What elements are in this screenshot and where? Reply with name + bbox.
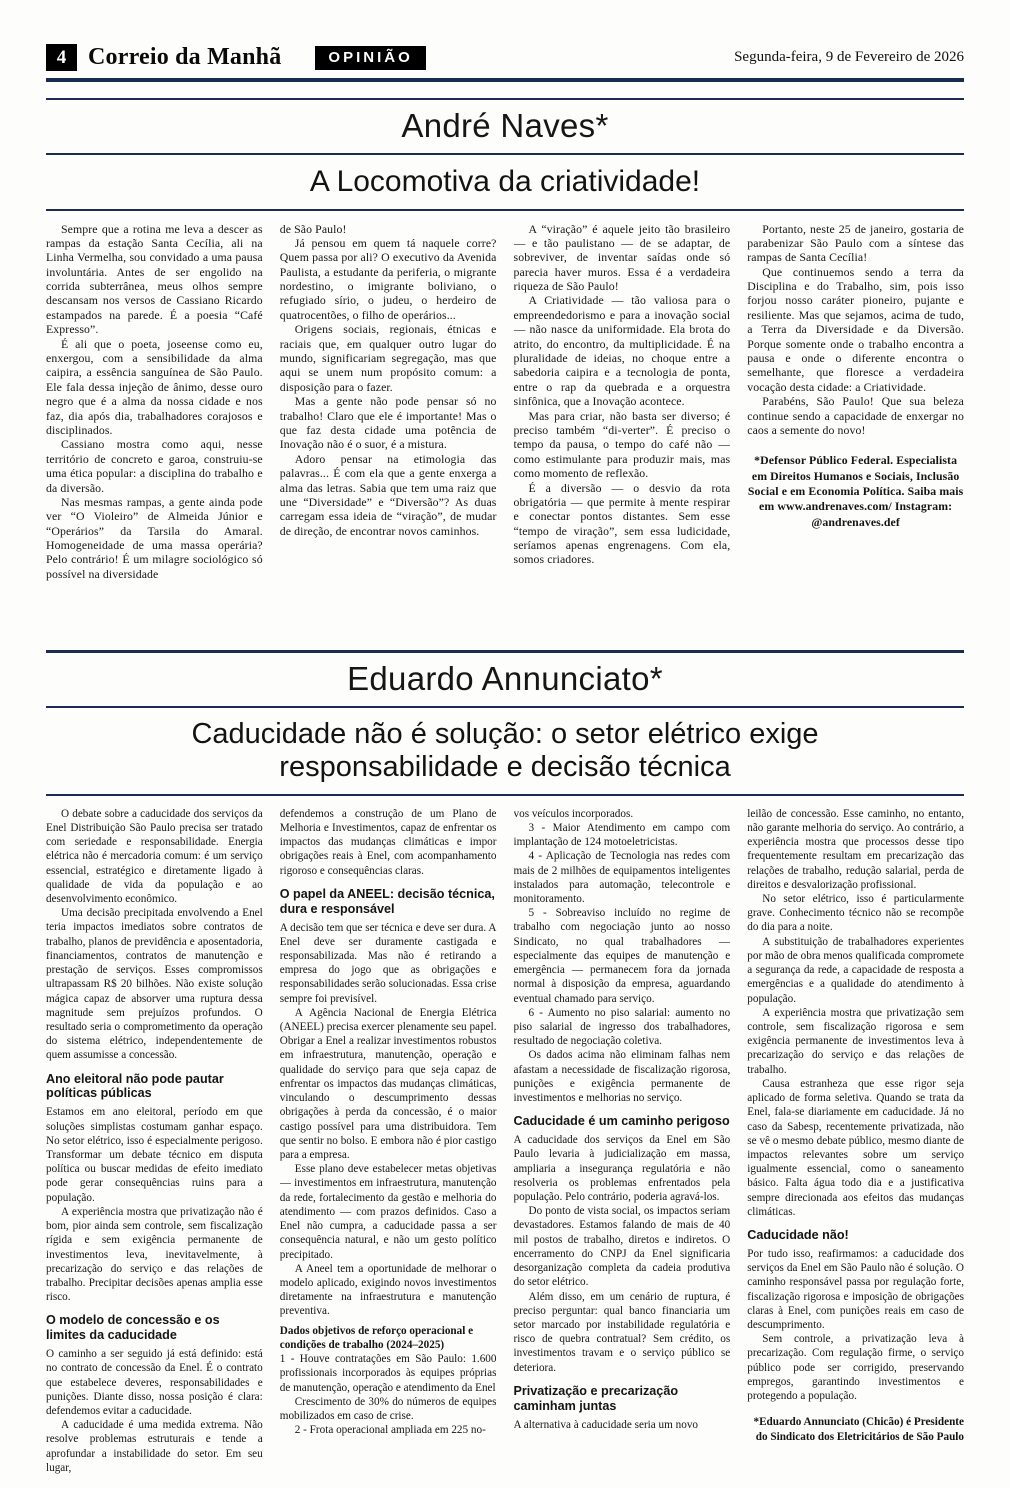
column-subhead: Caducidade é um caminho perigoso xyxy=(513,1114,730,1129)
paragraph: Que continuemos sendo a terra da Disciplina e do Trabalho, sim, pois isso forjou nosso caráter pioneiro, pujante e resiliente. Mas que sejamos, acima de tudo, a Terra da Diversidade e da Diversão. Porque somente onde o trabalho encontra a pausa e onde o diferente encontra o semelhante, que floresce a verdadeira vocação desta cidade: a Criatividade. xyxy=(747,264,964,394)
author-divider xyxy=(46,706,964,708)
paragraph: Portanto, neste 25 de janeiro, gostaria de parabenizar São Paulo com a síntese das rampas de Santa Cecília! xyxy=(747,221,964,265)
paragraph: vos veículos incorporados. xyxy=(513,807,634,820)
text-column-2 xyxy=(280,222,497,626)
article-body xyxy=(46,807,964,1488)
paragraph: A alternativa à caducidade seria um novo xyxy=(513,1418,699,1431)
paragraph: 5 - Sobreaviso incluído no regime de trabalho com negociação junto ao nosso Sindicato, no qual trabalhadores — especialmente das equipes de manutenção e emergência — permanecem fora da jornada normal à disposição da empresa, aguardando eventual chamado para serviço. xyxy=(513,907,731,1005)
article-top-rule xyxy=(46,98,964,101)
author-heading: Eduardo Annunciato* xyxy=(347,660,663,697)
edition-date: Segunda-feira, 9 de Fevereiro de 2026 xyxy=(734,49,964,65)
paragraph: Esse plano deve estabelecer metas objetivas — investimentos em infraestrutura, manutenção da rede, fortalecimento da gestão e melhoria do atendimento — com prazos definidos. Caso a Enel não cumpra, a caducidade passa a ser consequência natural, e não um gesto político precipitado. xyxy=(279,1163,497,1261)
paragraph: A experiência mostra que privatização não é bom, pior ainda sem controle, sem fiscalização rígida e sem exigência permanente de investimentos leva, inevitavelmente, à precarização do serviço e das relações de trabalho. Precipitar decisões apenas amplia esse risco. xyxy=(46,1205,263,1304)
paragraph: Sempre que a rotina me leva a descer as rampas da estação Santa Cecília, ali na Linha Vermelha, sou convidado a uma pausa involuntária. Antes de ser engolido na corrida subterrânea, meus olhos sempre descansam nos versos de Cassiano Ricardo estampados na parede. É a poesia “Café Expresso”. xyxy=(46,221,263,337)
paragraph: A “viração” é aquele jeito tão brasileiro — e tão paulistano — de se adaptar, de sobreviver, de inventar saídas onde só parecia haver muros. Essa é a verdadeira riqueza de São Paulo! xyxy=(513,221,731,294)
author-byline: *Defensor Público Federal. Especialista em Direitos Humanos e Sociais, Inclusão Social e em Economia Política. Saiba mais em www.andrenaves.com/ Instagram: @andrenaves.def xyxy=(747,453,964,529)
author-divider xyxy=(46,153,964,155)
paragraph: Sem controle, a privatização leva à precarização. Com regulação firme, o serviço público pode ser corrigido, preservando empregos, garantindo investimentos e protegendo a população. xyxy=(747,1333,964,1403)
text-column-4 xyxy=(747,807,964,1488)
paragraph: No setor elétrico, isso é particularmente grave. Conhecimento técnico não se recompõe do dia para a noite. xyxy=(747,893,964,934)
article-top-rule xyxy=(46,650,964,654)
newspaper-name: Correio da Manhã xyxy=(88,44,282,70)
column-subhead: Dados objetivos de reforço operacional e condições de trabalho (2024–2025) xyxy=(279,1324,474,1351)
text-column-3 xyxy=(514,807,731,1488)
masthead-divider xyxy=(46,78,964,82)
article-headline: Caducidade não é solução: o setor elétrico exige responsabilidade e decisão técnica xyxy=(191,717,819,783)
article-andre-naves xyxy=(46,98,964,626)
paragraph: Crescimento de 30% do números de equipes mobilizados em caso de crise. xyxy=(279,1395,497,1422)
text-column-4 xyxy=(747,222,964,626)
paragraph: A Aneel tem a oportunidade de melhorar o modelo aplicado, exigindo novos investimentos diretamente na infraestrutura e manutenção preventiva. xyxy=(279,1262,497,1318)
paragraph: defendemos a construção de um Plano de Melhoria e Investimentos, capaz de enfrentar os impactos das mudanças climáticas e impor obrigações reais à Enel, com acompanhamento rigoroso e consequências claras. xyxy=(279,807,497,877)
paragraph: A caducidade é uma medida extrema. Não resolve problemas estruturais e tende a aprofundar a instabilidade do setor. Em seu lugar, xyxy=(46,1419,263,1474)
paragraph: A caducidade dos serviços da Enel em São Paulo levaria à judicialização em massa, ampliaria a insegurança regulatória e não resolveria os problemas enfrentados pela população. Pelo contrário, poderia agravá-los. xyxy=(513,1134,731,1204)
paragraph: Estamos em ano eleitoral, período em que soluções simplistas costumam ganhar espaço. No setor elétrico, isso é especialmente perigoso. Transformar um debate técnico em disputa política ou buscar medidas de efeito imediato pode gerar consequências ruins para a população. xyxy=(46,1106,263,1204)
paragraph: 3 - Maior Atendimento em campo com implantação de 124 motoeletricistas. xyxy=(513,821,731,849)
text-column-2 xyxy=(280,807,497,1488)
paragraph: Mas a gente não pode pensar só no trabalho! Claro que ele é importante! Mas o que faz desta cidade uma potência de Inovação não é o suor, é a mistura. xyxy=(279,394,497,452)
paragraph: 1 - Houve contratações em São Paulo: 1.600 profissionais incorporados às equipes próprias de manutenção, operação e atendimento da Enel xyxy=(279,1353,497,1394)
article-eduardo-annunciato xyxy=(46,650,964,1488)
paragraph: Por tudo isso, reafirmamos: a caducidade dos serviços da Enel em São Paulo não é solução. O caminho responsável passa por regulação forte, fiscalização rigorosa e imposição de obrigações claras à Enel, com punições reais em caso de descumprimento. xyxy=(747,1247,964,1331)
text-column-1 xyxy=(46,222,263,626)
paragraph: Origens sociais, regionais, étnicas e raciais que, em qualquer outro lugar do mundo, significariam segregação, mas que aqui se unem num propósito comum: a disposição para o fazer. xyxy=(279,322,497,394)
paragraph: É ali que o poeta, joseense como eu, enxergou, com a sensibilidade da alma caipira, a essência sanguínea de São Paulo. Ele fala dessa injeção de ânimo, desse ouro negro que é a alma da nossa cidade e nos faz, dia após dia, trabalhadores corajosos e disciplinados. xyxy=(46,336,263,437)
text-column-1 xyxy=(46,807,263,1488)
paragraph: Adoro pensar na etimologia das palavras... É com ela que a gente enxerga a alma das letras. Sabia que tem uma raiz que une “Diversidade” e “Diversão”? As duas carregam essa ideia de “viração”, de mudar de direção, de encontrar novos caminhos. xyxy=(279,451,497,538)
paragraph: Uma decisão precipitada envolvendo a Enel teria impactos imediatos sobre contratos de trabalho, planos de previdência e aposentadoria, financiamentos, contratos de manutenção e prestação de serviços. Esses compromissos ultrapassam R$ 20 bilhões. Não existe solução mágica capaz de absorver uma ruptura dessa magnitude sem prejuízos profundos. O resultado seria o comprometimento da operação do sistema elétrico, independentemente de quem assumisse a concessão. xyxy=(46,907,263,1062)
paragraph: Cassiano mostra como aqui, nesse território de concreto e garoa, construiu-se uma ética popular: a disciplina do trabalho e da diversão. xyxy=(46,437,263,495)
paragraph: A substituição de trabalhadores experientes por mão de obra menos qualificada compromete a segurança da rede, a capacidade de resposta a emergências e a qualidade do atendimento à população. xyxy=(747,935,964,1005)
paragraph: Os dados acima não eliminam falhas nem afastam a necessidade de fiscalização rigorosa, punições e exigência permanente de investimentos e melhorias no serviço. xyxy=(513,1049,731,1105)
paragraph: O debate sobre a caducidade dos serviços da Enel Distribuição São Paulo precisa ser tratado com seriedade e responsabilidade. Energia elétrica não é mercadoria comum: é um serviço essencial, estratégico e diretamente ligado à qualidade de vida da população e ao desenvolvimento econômico. xyxy=(46,807,263,905)
paragraph: Além disso, em um cenário de ruptura, é preciso perguntar: qual banco financiaria um setor marcado por instabilidade regulatória e risco de quebra contratual? Sem crédito, os investimentos travam e o serviço público se deteriora. xyxy=(513,1290,731,1374)
paragraph: leilão de concessão. Esse caminho, no entanto, não garante melhoria do serviço. Ao contrário, a experiência mostra que processos desse tipo frequentemente resultam em precarização das relações de trabalho, redução salarial, perda de direitos e desvalorização profissional. xyxy=(747,807,964,891)
column-subhead: Caducidade não! xyxy=(747,1228,849,1243)
column-subhead: O papel da ANEEL: decisão técnica, dura e responsável xyxy=(279,886,495,916)
column-subhead: Ano eleitoral não pode pautar políticas públicas xyxy=(46,1071,224,1101)
paragraph: 6 - Aumento no piso salarial: aumento no piso salarial de ingresso dos trabalhadores, resultado de negociação coletiva. xyxy=(513,1006,731,1048)
author-heading: André Naves* xyxy=(401,107,609,144)
paragraph: Mas para criar, não basta ser diverso; é preciso também “di-verter”. É preciso o tempo da pausa, o tempo do café não — como estimulante para produzir mais, mas como momento de reflexão. xyxy=(513,408,731,481)
paragraph: A Criatividade — tão valiosa para o empreendedorismo e para a inovação social — não nasce da uniformidade. Ela brota do atrito, do encontro, da multiplicidade. É na pluralidade de ideias, no choque entre a sabedoria caipira e a tecnologia de ponta, entre o rap da quebrada e a orquestra sinfônica, que a Inovação acontece. xyxy=(513,293,731,409)
page-number: 4 xyxy=(46,44,77,71)
paragraph: Parabéns, São Paulo! Que sua beleza continue sendo a capacidade de enxergar no caos a semente do novo! xyxy=(747,394,964,437)
paragraph: Causa estranheza que esse rigor seja aplicado de forma seletiva. Quando se trata da Enel, fala-se diariamente em caducidade. Já no caso da Sabesp, recentemente privatizada, não se vê o mesmo debate público, mesmo diante de impactos relevantes sobre um serviço igualmente essencial, como o saneamento básico. Falta água todo dia e a justificativa sempre direcionada aos efeitos das mudanças climáticas. xyxy=(747,1077,964,1218)
paragraph: A Agência Nacional de Energia Elétrica (ANEEL) precisa exercer plenamente seu papel. Obrigar a Enel a realizar investimentos robustos em infraestrutura, manutenção, operação e qualidade do serviço para que seja capaz de enfrentar os impactos das mudanças climáticas, vinculando o descumprimento dessas obrigações à perda da concessão, é o maior castigo possível para uma distribuidora. Tem que sentir no bolso. E embora não é pior castigo para a empresa. xyxy=(279,1006,497,1161)
paragraph: 4 - Aplicação de Tecnologia nas redes com mais de 2 milhões de equipamentos inteligentes instalados para automação, telecontrole e monitoramento. xyxy=(513,850,731,905)
paragraph: 2 - Frota operacional ampliada em 225 no- xyxy=(294,1424,486,1437)
column-subhead: O modelo de concessão e os limites da caducidade xyxy=(46,1313,220,1343)
paragraph: Do ponto de vista social, os impactos seriam devastadores. Estamos falando de mais de 40 mil postos de trabalho, diretos e indiretos. O encerramento do CNPJ da Enel significaria desorganização completa da cadeia produtiva do setor elétrico. xyxy=(513,1205,731,1289)
author-byline: *Eduardo Annunciato (Chicão) é Presidente do Sindicato dos Eletricitários de São Paulo xyxy=(753,1416,964,1443)
article-headline: A Locomotiva da criatividade! xyxy=(309,164,701,198)
paragraph: É a diversão — o desvio da rota obrigatória — que permite à mente respirar e conectar pontos distantes. Sem esse “tempo de viração”, sem essa ludicidade, seríamos apenas engrenagens. Com ela, somos criadores. xyxy=(513,480,731,567)
paragraph: O caminho a ser seguido já está definido: está no contrato de concessão da Enel. É o contrato que estabelece deveres, responsabilidades e punições. Diante disso, nossa posição é clara: defendemos evitar a caducidade. xyxy=(46,1348,263,1417)
headline-divider xyxy=(46,794,964,796)
paragraph: de São Paulo! xyxy=(279,221,347,236)
paragraph: A decisão tem que ser técnica e deve ser dura. A Enel deve ser duramente castigada e responsabilizada. Mas não é retirando a empresa do jogo que as obrigações e responsabilidades serão solucionadas. Essa crise sempre foi previsível. xyxy=(279,921,497,1005)
column-subhead: Privatização e precarização caminham juntas xyxy=(513,1383,679,1413)
paragraph: Nas mesmas rampas, a gente ainda pode ver “O Violeiro” de Almeida Júnior e “Operários” da Tarsila do Amaral. Homogeneidade de uma massa operária? Pelo contrário! É um milagre sociológico só possível na diversidade xyxy=(46,494,263,581)
text-column-3 xyxy=(514,222,731,626)
headline-divider xyxy=(46,209,964,211)
paragraph: A experiência mostra que privatização sem controle, sem fiscalização rigorosa e sem exigência permanente de investimentos leva à precarização do serviço e das relações de trabalho. xyxy=(747,1006,964,1076)
masthead xyxy=(46,44,964,71)
article-body xyxy=(46,222,964,626)
paragraph: Já pensou em quem tá naquele corre? Quem passa por ali? O executivo da Avenida Paulista, a estudante da periferia, o migrante nordestino, o imigrante boliviano, o refugiado sírio, o judeu, o herdeiro de quatrocentões, o filho de operários... xyxy=(279,235,497,322)
section-label: OPINIÃO xyxy=(315,46,425,70)
